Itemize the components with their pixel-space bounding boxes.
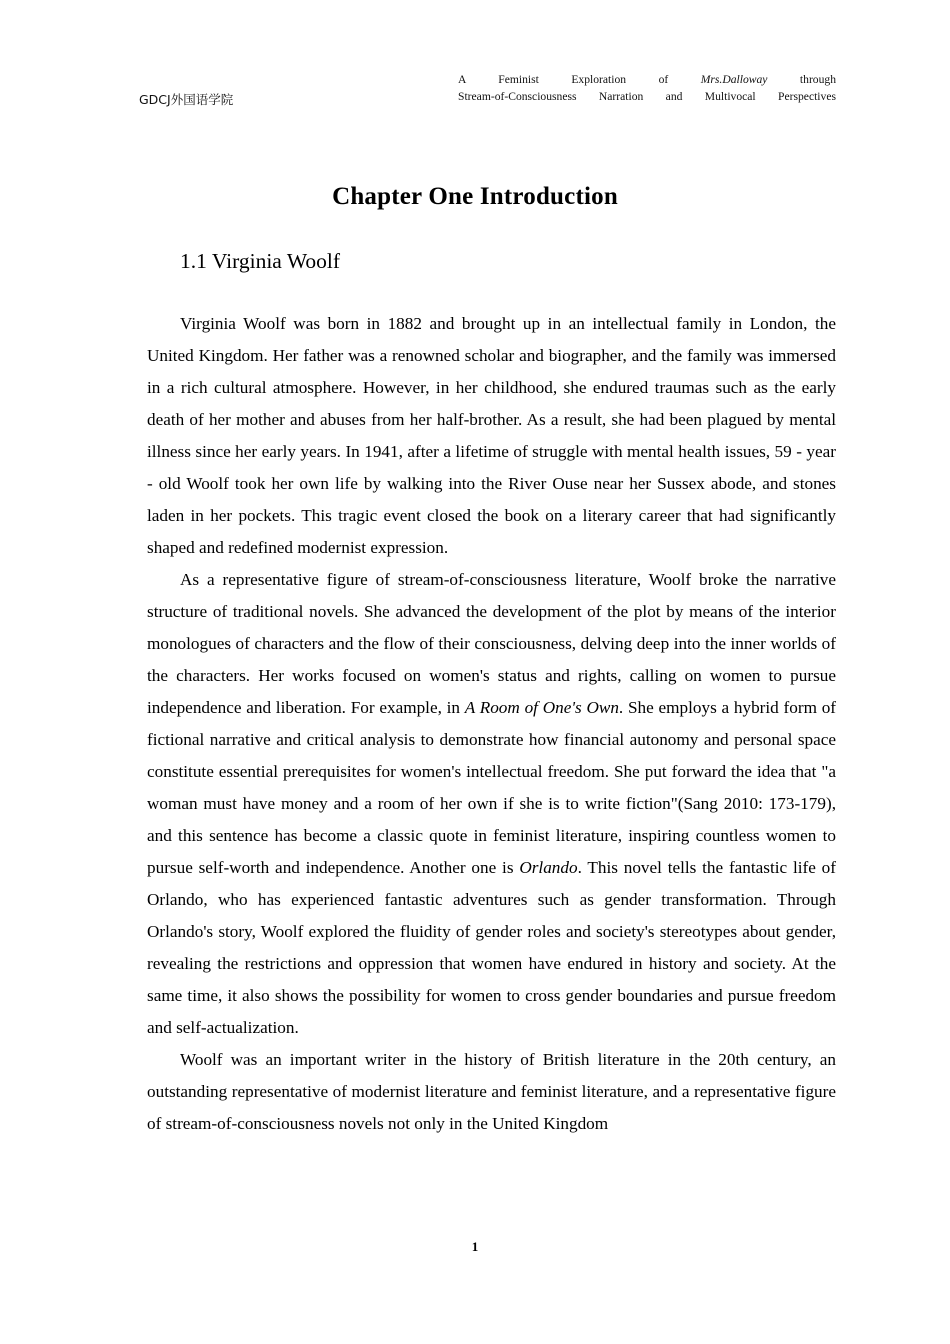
header-institution-name: GDCJ外国语学院 [139, 92, 234, 107]
header-title-novel-name: Mrs.Dalloway [700, 73, 768, 86]
running-header [0, 72, 950, 118]
section-heading-1-1: 1.1 Virginia Woolf [180, 249, 341, 273]
paragraph-2-part-1: As a representative figure of stream-of-consciousness literature, Woolf broke the narrative structure of traditional novels. She advanced the development of the plot by means of the interior monologues of characters and the flow of their consciousness, delving deep into the inner worlds of the characters. Her works focused on women's status and rights, calling on women to pursue independence and liberation. For example, in [147, 570, 836, 717]
paragraph-2-part-2: . She employs a hybrid form of fictional narrative and critical analysis to demonstrate how financial autonomy and personal space constitute essential prerequisites for women's intellectual freedom. She put forward the idea that "a woman must have money and a room of her own if she is to write fiction"(Sang 2010: 173-179), and this sentence has become a classic quote in feminist literature, inspiring countless women to pursue self-worth and independence. Another one is [147, 698, 837, 877]
paragraph-1: Virginia Woolf was born in 1882 and brought up in an intellectual family in London, the United Kingdom. Her father was a renowned scholar and biographer, and the family was immersed in a rich cultural atmosphere. However, in her childhood, she endured traumas such as the early death of her mother and abuses from her half-brother. As a result, she had been plagued by mental illness since her early years. In 1941, after a lifetime of struggle with mental health issues, 59 - year - old Woolf took her own life by walking into the River Ouse near her Sussex abode, and stones laden in her pockets. This tragic event closed the book on a literary career that had significantly shaped and redefined modernist expression. [147, 314, 836, 557]
paragraph-2 [147, 564, 836, 1044]
header-thesis-title [458, 72, 836, 105]
book-title-orlando: Orlando [519, 858, 578, 877]
body-text-column [147, 308, 836, 1140]
header-title-line-1-post: through [767, 73, 836, 86]
book-title-a-room-of-ones-own: A Room of One's Own [464, 698, 619, 717]
header-title-line-1 [458, 72, 836, 89]
paragraph-3: Woolf was an important writer in the history of British literature in the 20th century, an outstanding representative of modernist literature and feminist literature, and a representative figure of stream-of-consciousness novels not only in the United Kingdom [147, 1050, 836, 1133]
header-title-line-2: Stream-of-Consciousness Narration and Multivocal Perspectives [458, 89, 836, 103]
chapter-title: Chapter One Introduction [332, 183, 618, 210]
page-number: 1 [471, 1239, 479, 1254]
header-title-line-1-pre: A Feminist Exploration of [458, 73, 701, 86]
paragraph-2-part-3: . This novel tells the fantastic life of Orlando, who has experienced fantastic adventures such as gender transformation. Through Orlando's story, Woolf explored the fluidity of gender roles and society's stereotypes about gender, revealing the restrictions and oppression that women have endured in history and society. At the same time, it also shows the possibility for women to cross gender boundaries and pursue freedom and self-actualization. [147, 858, 836, 1037]
